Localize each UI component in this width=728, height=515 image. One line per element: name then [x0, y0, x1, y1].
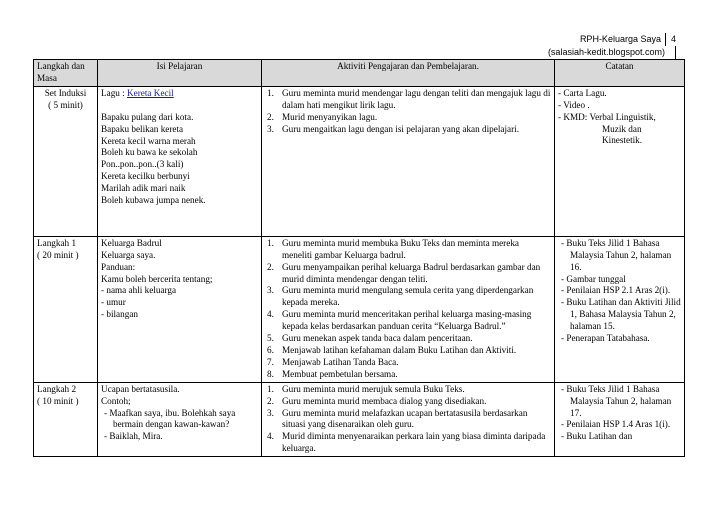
note-line: - Penilaian HSP 2.1 Aras 2(i).: [561, 285, 671, 296]
activity-text: Murid diminta menyenaraikan perkara lain yang biasa diminta daripada keluarga.: [282, 431, 546, 454]
content-cell: [98, 236, 262, 382]
activity-item: [265, 88, 551, 112]
activity-number: 1.: [267, 237, 274, 248]
activity-text: Guru meminta murid membuka Buku Teks dan meminta mereka meneliti gambar Keluarga badrul.: [282, 237, 519, 260]
activity-text: Guru meminta murid mendengar lagu dengan teliti dan mengajuk lagu di dalam hati mengikut lirik lagu.: [282, 87, 551, 110]
activity-number: 3.: [267, 285, 274, 296]
activity-item: [265, 396, 551, 408]
activity-item: [265, 345, 551, 357]
activity-item: [265, 369, 551, 381]
step-label: Langkah 2: [37, 383, 77, 394]
activity-item: [265, 238, 551, 262]
activity-text: Guru mengaitkan lagu dengan isi pelajaran yang akan dipelajari.: [282, 123, 519, 134]
step-cell: [34, 382, 98, 456]
activity-text: Menjawab latihan kefahaman dalam Buku Latihan dan Aktiviti.: [282, 344, 517, 355]
note-line: - Penilaian HSP 1.4 Aras 1(i).: [561, 419, 671, 430]
note-line: - Carta Lagu.: [558, 87, 607, 98]
activity-number: 4.: [267, 309, 274, 320]
activity-number: 8.: [267, 368, 274, 379]
note-line: - Video .: [558, 99, 590, 110]
lyric-line: Boleh kubawa jumpa nenek.: [101, 195, 206, 206]
note-line: - Gambar tunggal: [561, 273, 626, 284]
activity-number: 2.: [267, 395, 274, 406]
lyric-line: Kereta kecilku berbunyi: [101, 171, 190, 182]
song-title-link[interactable]: Kereta Kecil: [127, 87, 174, 98]
content-line: Contoh;: [101, 395, 131, 406]
notes-cell: [555, 86, 685, 236]
note-line: - Penerapan Tatabahasa.: [561, 333, 650, 344]
dialog-line: - Baiklah, Mira.: [104, 431, 163, 442]
col-header-activities: Aktiviti Pengajaran dan Pembelajaran.: [262, 60, 555, 87]
activity-text: Murid menyanyikan lagu.: [282, 111, 378, 122]
note-line: Muzik dan Kinestetik.: [602, 123, 643, 146]
note-line: - Buku Latihan dan Aktiviti Jilid 1, Bahasa Malaysia Tahun 2, halaman 15.: [561, 297, 681, 332]
activity-number: 3.: [267, 123, 274, 134]
activity-number: 2.: [267, 111, 274, 122]
note-line: - Buku Teks Jilid 1 Bahasa Malaysia Tahun 2, halaman 17.: [561, 383, 672, 418]
activity-item: [265, 124, 551, 136]
lyric-line: Bapaku belikan kereta: [101, 123, 184, 134]
table-row: [34, 382, 685, 456]
note-line: - Buku Latihan dan: [561, 431, 633, 442]
activity-item: [265, 262, 551, 286]
lyric-line: Bapaku pulang dari kota.: [101, 111, 194, 122]
activity-number: 1.: [267, 87, 274, 98]
note-line: - KMD: Verbal Linguistik,: [558, 111, 656, 122]
lyric-line: Marilah adik mari naik: [101, 183, 186, 194]
content-line: Ucapan bertatasusila.: [101, 383, 180, 394]
notes-cell: [555, 236, 685, 382]
step-time: ( 20 minit ): [37, 249, 79, 260]
step-cell: [34, 86, 98, 236]
step-time: ( 5 minit): [48, 99, 83, 110]
activity-number: 3.: [267, 407, 274, 418]
activity-item: [265, 333, 551, 345]
song-prefix: Lagu :: [101, 87, 128, 98]
notes-cell: [555, 382, 685, 456]
lyric-line: Pon..pon..pon..(3 kali): [101, 159, 184, 170]
activity-item: [265, 309, 551, 333]
note-line: - Buku Teks Jilid 1 Bahasa Malaysia Tahun 2, halaman 16.: [561, 237, 672, 272]
content-line: Panduan:: [101, 261, 136, 272]
activity-number: 7.: [267, 356, 274, 367]
content-line: Keluarga saya.: [101, 249, 156, 260]
content-cell: [98, 86, 262, 236]
activity-item: [265, 431, 551, 455]
col-header-content: Isi Pelajaran: [98, 60, 262, 87]
activity-text: Menjawab Latihan Tanda Baca.: [282, 356, 399, 367]
lyric-line: Boleh ku bawa ke sekolah: [101, 147, 198, 158]
step-time: ( 10 minit ): [37, 395, 79, 406]
activity-text: Guru meminta murid melafazkan ucapan bertatasusila berdasarkan situasi yang disenaraikan oleh guru.: [282, 407, 528, 430]
doc-title: RPH-Keluarga Saya: [579, 34, 661, 44]
page-header: [548, 33, 676, 59]
activity-number: 1.: [267, 383, 274, 394]
content-line: Kamu boleh bercerita tentang;: [101, 273, 213, 284]
activity-item: [265, 285, 551, 309]
activity-text: Membuat pembetulan bersama.: [282, 368, 398, 379]
table-row: [34, 86, 685, 236]
activity-item: [265, 408, 551, 432]
activity-item: [265, 112, 551, 124]
activity-item: [265, 384, 551, 396]
source-url: (salasiah-kedit.blogspot.com): [548, 46, 676, 59]
content-cell: [98, 382, 262, 456]
activities-cell: [262, 382, 555, 456]
activity-text: Guru meminta murid mengulang semula cerita yang diperdengarkan kepada mereka.: [282, 285, 534, 308]
content-line: - nama ahli keluarga: [101, 285, 177, 296]
step-cell: [34, 236, 98, 382]
activity-text: Guru meminta murid merujuk semula Buku Teks.: [282, 383, 465, 394]
activity-number: 4.: [267, 431, 274, 442]
activity-text: Guru meminta murid menceritakan perihal keluarga masing-masing kepada kelas berdasarkan panduan cerita “Keluarga Badrul.”: [282, 309, 532, 332]
activity-item: [265, 357, 551, 369]
col-header-notes: Catatan: [555, 60, 685, 87]
activities-cell: [262, 236, 555, 382]
activity-text: Guru menekan aspek tanda baca dalam penceritaan.: [282, 333, 473, 344]
lesson-plan-table: [33, 59, 685, 457]
activity-text: Guru menyampaikan perihal keluarga Badrul berdasarkan gambar dan murid diminta mendengar dengan teliti.: [282, 261, 541, 284]
activity-number: 2.: [267, 261, 274, 272]
content-line: - umur: [101, 297, 126, 308]
content-line: - bilangan: [101, 309, 138, 320]
page-number: 4: [665, 33, 676, 46]
activity-text: Guru meminta murid membaca dialog yang disediakan.: [282, 395, 487, 406]
table-header-row: [34, 60, 685, 87]
table-row: [34, 236, 685, 382]
step-label: Set Induksi: [44, 87, 87, 98]
activity-number: 5.: [267, 333, 274, 344]
content-line: Keluarga Badrul: [101, 237, 162, 248]
activities-cell: [262, 86, 555, 236]
lyric-line: Kereta kecil warna merah: [101, 135, 196, 146]
dialog-line: - Maafkan saya, ibu. Bolehkah saya bermain dengan kawan-kawan?: [104, 407, 236, 430]
step-label: Langkah 1: [37, 237, 77, 248]
col-header-step: Langkah dan Masa: [34, 60, 98, 87]
activity-number: 6.: [267, 344, 274, 355]
